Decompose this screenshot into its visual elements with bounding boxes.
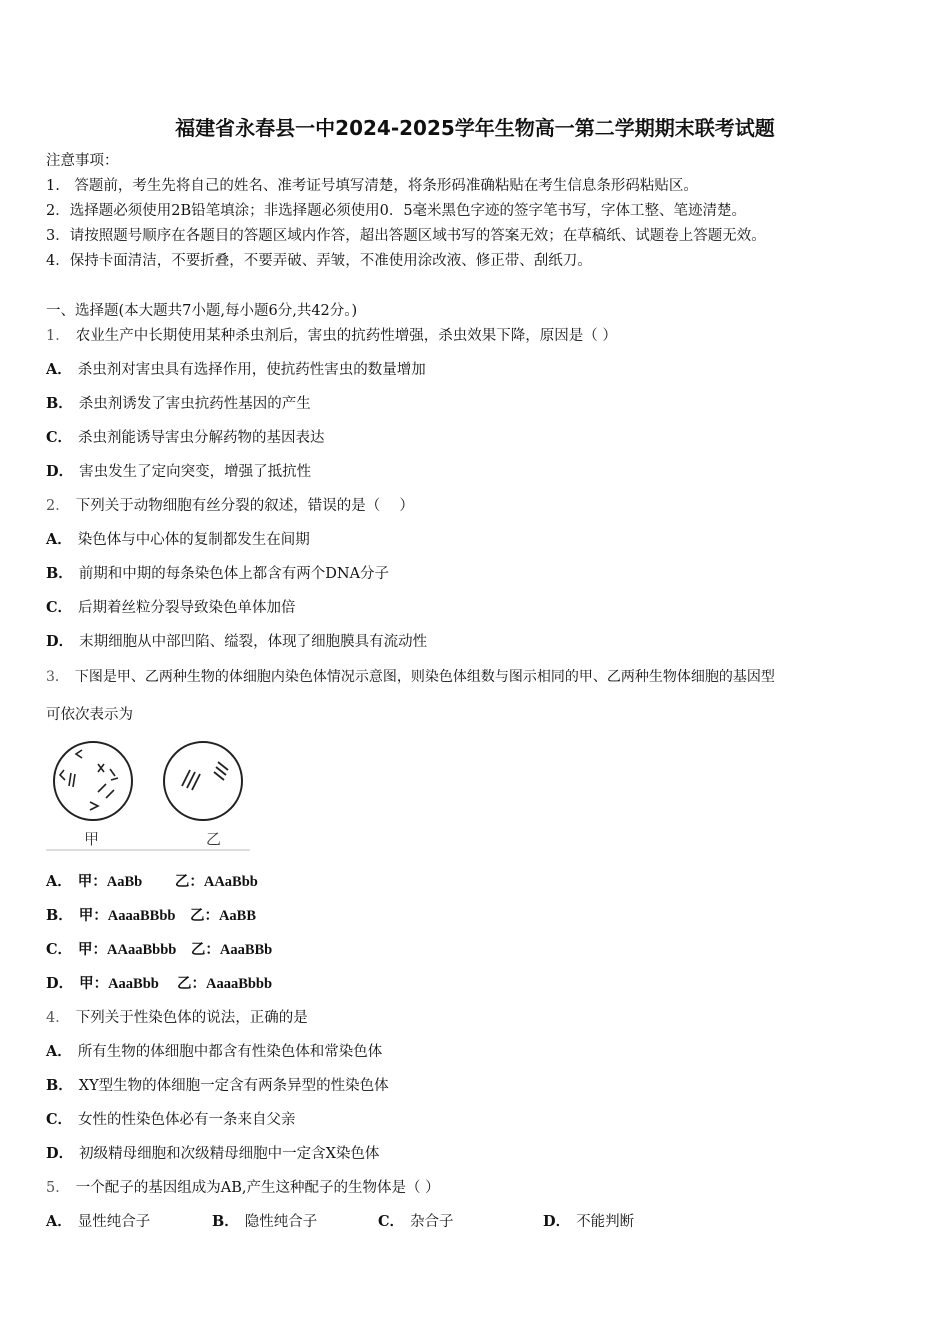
cell-b-membrane	[164, 742, 242, 820]
option-text: 前期和中期的每条染色体上都含有两个DNA分子	[78, 566, 390, 582]
option-label: D．	[46, 633, 74, 650]
notice-item-4: 4．保持卡面清洁，不要折叠，不要弄破、弄皱，不准使用涂改液、修正带、刮纸刀。	[46, 253, 592, 269]
question-text: 下列关于动物细胞有丝分裂的叙述，错误的是（ ）	[75, 498, 414, 514]
option-label: D．	[543, 1213, 571, 1230]
q3-option-a[interactable]	[46, 873, 258, 891]
q5-option-c[interactable]	[378, 1213, 454, 1231]
q1-option-c[interactable]	[46, 429, 325, 447]
question-number: 2．	[46, 498, 70, 514]
option-text: 杀虫剂对害虫具有选择作用，使抗药性害虫的数量增加	[77, 362, 426, 378]
option-text: 显性纯合子	[77, 1214, 151, 1230]
question-text: 下图是甲、乙两种生物的体细胞内染色体情况示意图，则染色体组数与图示相同的甲、乙两种生物体细胞的基因型	[74, 669, 775, 685]
q2-option-a[interactable]	[46, 531, 310, 549]
question-text: 农业生产中长期使用某种杀虫剂后，害虫的抗药性增强，杀虫效果下降，原因是（ ）	[75, 328, 617, 344]
option-label: D．	[46, 463, 74, 480]
figure-label-a: 甲	[84, 830, 100, 848]
q3-option-d[interactable]	[46, 975, 272, 993]
question-text: 一个配子的基因组成为AB,产生这种配子的生物体是（ ）	[75, 1180, 440, 1196]
q4-option-c[interactable]	[46, 1111, 296, 1129]
question-5-stem	[46, 1179, 440, 1197]
notice-heading: 注意事项：	[46, 153, 119, 169]
option-text: 甲：AaaBbb 乙：AaaaBbbb	[79, 976, 273, 992]
page-title: 福建省永春县一中2024-2025学年生物高一第二学期期末联考试题	[175, 116, 775, 140]
option-text: 染色体与中心体的复制都发生在间期	[77, 532, 310, 548]
q3-option-c[interactable]	[46, 941, 272, 959]
option-label: C．	[46, 941, 73, 958]
q5-option-a[interactable]	[46, 1213, 150, 1231]
question-number: 5．	[46, 1180, 70, 1196]
option-label: A．	[46, 361, 72, 378]
option-label: B．	[46, 907, 73, 924]
figure-label-b: 乙	[206, 830, 222, 848]
option-label: A．	[46, 1213, 72, 1230]
section-heading: 一、选择题(本大题共7小题,每小题6分,共42分。)	[46, 303, 358, 319]
option-label: B．	[46, 565, 73, 582]
option-label: A．	[46, 531, 72, 548]
option-text: 末期细胞从中部凹陷、缢裂，体现了细胞膜具有流动性	[79, 634, 428, 650]
question-text: 下列关于性染色体的说法，正确的是	[75, 1010, 308, 1026]
option-text: 后期着丝粒分裂导致染色单体加倍	[78, 600, 296, 616]
option-label: D．	[46, 1145, 74, 1162]
option-text: 甲：AaBb 乙：AAaBbb	[77, 874, 258, 890]
option-text: 所有生物的体细胞中都含有性染色体和常染色体	[77, 1044, 383, 1060]
q4-option-b[interactable]	[46, 1077, 389, 1095]
q4-option-a[interactable]	[46, 1043, 382, 1061]
q1-option-b[interactable]	[46, 395, 311, 413]
option-text: 初级精母细胞和次级精母细胞中一定含X染色体	[79, 1146, 380, 1162]
option-text: 甲：AaaaBBbb 乙：AaBB	[78, 908, 257, 924]
option-label: C．	[46, 1111, 73, 1128]
notice-item-3: 3．请按照题号顺序在各题目的答题区域内作答，超出答题区域书写的答案无效；在草稿纸、试题卷上答题无效。	[46, 228, 766, 244]
option-label: C．	[46, 429, 73, 446]
option-label: B．	[46, 395, 73, 412]
chromosome-diagram	[46, 734, 250, 852]
option-text: 女性的性染色体必有一条来自父亲	[78, 1112, 296, 1128]
option-label: C．	[378, 1213, 405, 1230]
option-text: 不能判断	[576, 1214, 635, 1230]
option-text: XY型生物的体细胞一定含有两条异型的性染色体	[78, 1078, 389, 1094]
question-3-stem-cont: 可依次表示为	[46, 707, 133, 723]
option-label: D．	[46, 975, 74, 992]
q1-option-a[interactable]	[46, 361, 426, 379]
option-label: C．	[46, 599, 73, 616]
question-number: 3．	[46, 669, 69, 685]
option-label: B．	[46, 1077, 73, 1094]
q2-option-b[interactable]	[46, 565, 389, 583]
q2-option-d[interactable]	[46, 633, 427, 651]
option-text: 杂合子	[410, 1214, 454, 1230]
notice-item-2: 2．选择题必须使用2B铅笔填涂；非选择题必须使用0．5毫米黑色字迹的签字笔书写，字体工整、笔迹清楚。	[46, 203, 747, 219]
question-number: 4．	[46, 1010, 70, 1026]
q1-option-d[interactable]	[46, 463, 311, 481]
cell-a-chromosomes	[60, 750, 118, 810]
question-number: 1．	[46, 328, 70, 344]
option-text: 杀虫剂能诱导害虫分解药物的基因表达	[78, 430, 325, 446]
q4-option-d[interactable]	[46, 1145, 379, 1163]
question-3-stem	[46, 668, 775, 686]
option-text: 隐性纯合子	[244, 1214, 318, 1230]
cell-b-chromosomes	[182, 762, 228, 790]
question-4-stem	[46, 1009, 308, 1027]
notice-item-1: 1. 答题前，考生先将自己的姓名、准考证号填写清楚，将条形码准确粘贴在考生信息条形码粘贴区。	[46, 178, 698, 194]
q2-option-c[interactable]	[46, 599, 296, 617]
q5-option-d[interactable]	[543, 1213, 634, 1231]
option-text: 甲：AAaaBbbb 乙：AaaBBb	[78, 942, 273, 958]
question-2-stem	[46, 497, 414, 515]
option-label: B．	[212, 1213, 239, 1230]
q5-option-b[interactable]	[212, 1213, 317, 1231]
option-text: 害虫发生了定向突变，增强了抵抗性	[79, 464, 312, 480]
option-text: 杀虫剂诱发了害虫抗药性基因的产生	[78, 396, 311, 412]
question-1-stem	[46, 327, 617, 345]
option-label: A．	[46, 873, 72, 890]
q3-option-b[interactable]	[46, 907, 256, 925]
option-label: A．	[46, 1043, 72, 1060]
